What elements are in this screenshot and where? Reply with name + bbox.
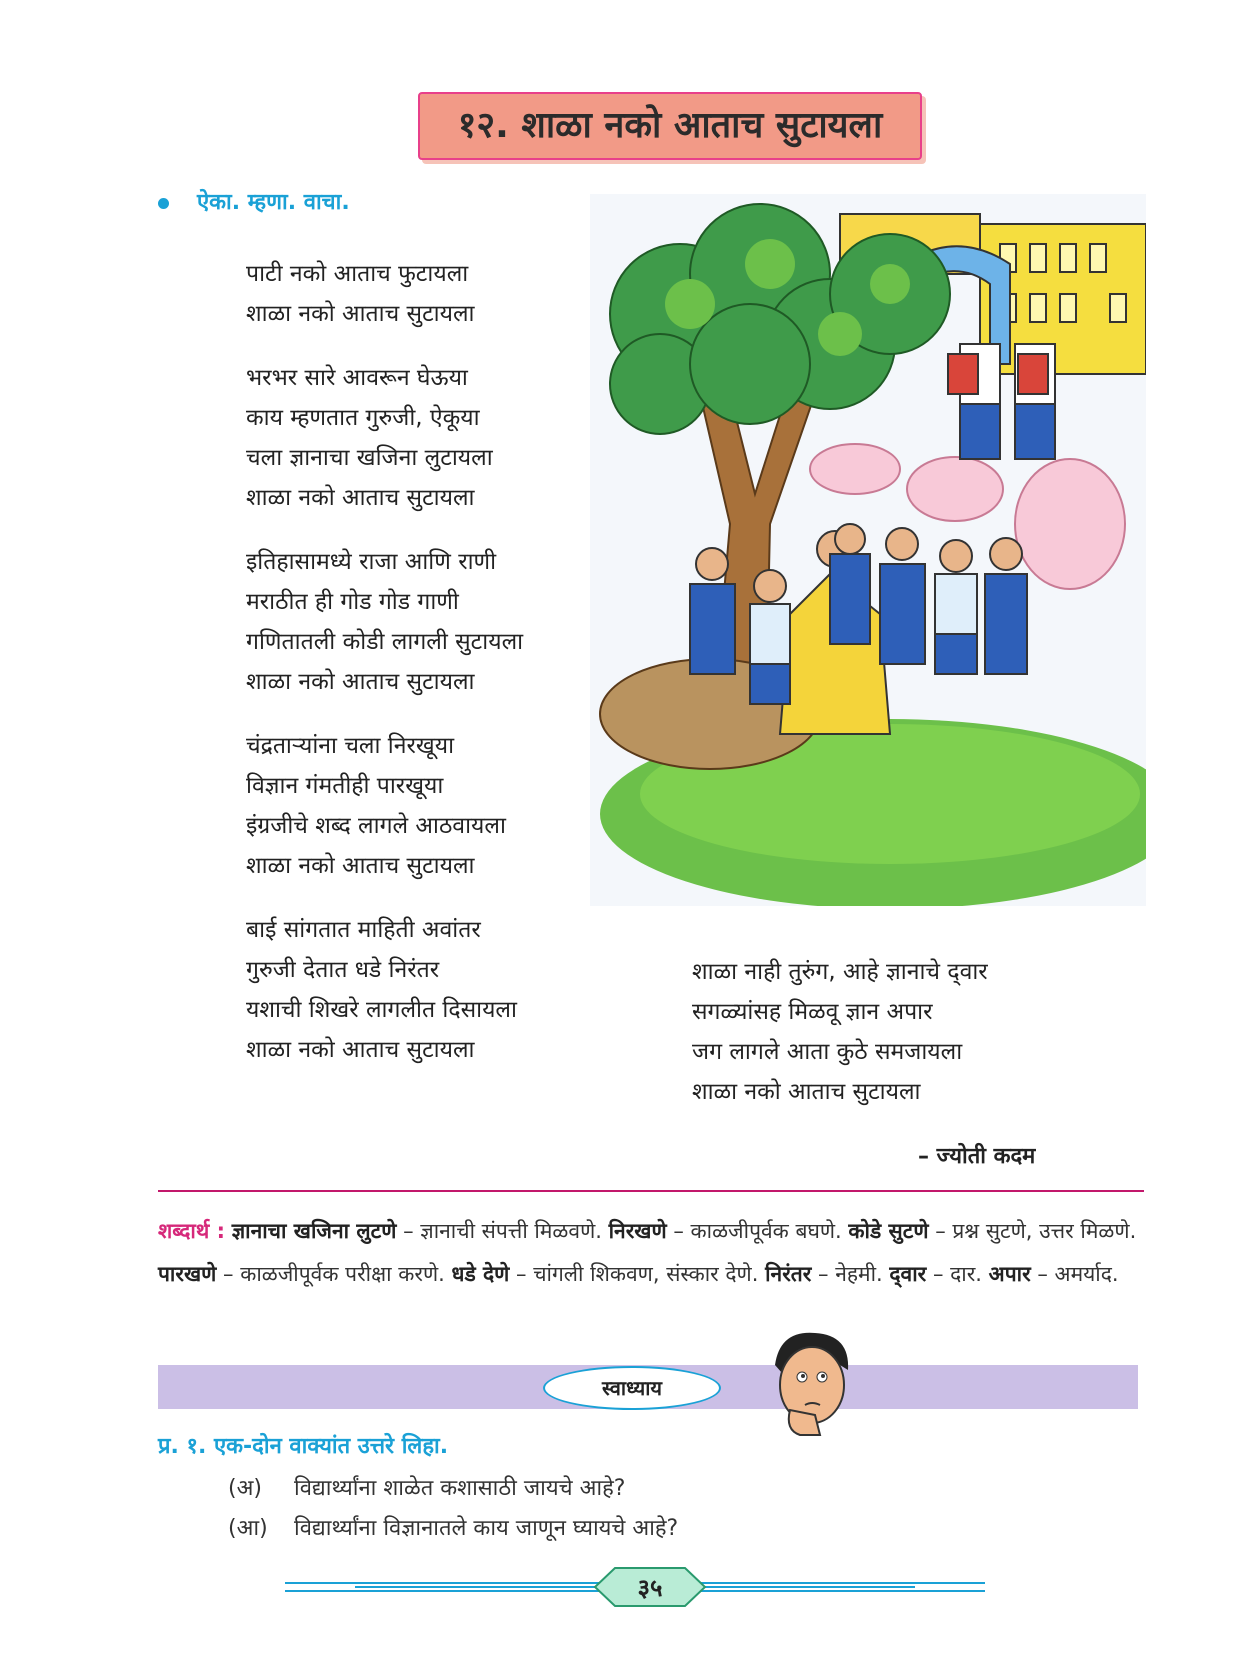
poem-line: शाळा नको आताच सुटायला — [246, 853, 475, 879]
question-text: विद्यार्थ्यांना विज्ञानातले काय जाणून घ्यायचे आहे? — [294, 1516, 679, 1541]
glossary-term: निरंतर — [765, 1262, 812, 1286]
glossary-term: ज्ञानाचा खजिना लुटणे — [231, 1219, 397, 1243]
glossary-term: अपार — [988, 1262, 1031, 1286]
school-tree-illustration — [590, 194, 1146, 906]
poem-line: शाळा नको आताच सुटायला — [246, 669, 475, 695]
poem-stanza-1 — [246, 254, 475, 334]
poem-stanza-4 — [246, 726, 506, 886]
bullet-icon — [158, 198, 169, 209]
lesson-title-box — [418, 92, 922, 160]
glossary-meaning: – अमर्याद. — [1037, 1262, 1119, 1286]
glossary-meaning: – काळजीपूर्वक बघणे. — [673, 1219, 842, 1243]
question-item — [228, 1512, 678, 1542]
poem-line: इंग्रजीचे शब्द लागले आठवायला — [246, 813, 506, 839]
poem-line: भरभर सारे आवरून घेऊया — [246, 365, 468, 391]
poem-line: मराठीत ही गोड गोड गाणी — [246, 589, 459, 615]
poem-line: चला ज्ञानाचा खजिना लुटायला — [246, 445, 493, 471]
poem-line: चंद्रताऱ्यांना चला निरखूया — [246, 733, 455, 759]
instruction-text: ऐका. म्हणा. वाचा. — [197, 190, 350, 215]
poem-line: विज्ञान गंमतीही पारखूया — [246, 773, 444, 799]
exercise-label: स्वाध्याय — [543, 1366, 721, 1410]
poem-line: पाटी नको आताच फुटायला — [246, 261, 469, 287]
glossary-meaning: – नेहमी. — [818, 1262, 883, 1286]
glossary-term: कोडे सुटणे — [848, 1219, 929, 1243]
poem-line: शाळा नको आताच सुटायला — [692, 1079, 921, 1105]
page-number: ३५ — [637, 1574, 663, 1602]
poem-line: शाळा नाही तुरुंग, आहे ज्ञानाचे द्‌वार — [692, 959, 988, 985]
poem-line: बाई सांगतात माहिती अवांतर — [246, 917, 481, 943]
question-label: (अ) — [228, 1476, 262, 1501]
poem-stanza-2 — [246, 358, 493, 518]
poem-line: यशाची शिखरे लागलीत दिसायला — [246, 997, 517, 1023]
glossary — [158, 1210, 1148, 1296]
poem-line: इतिहासामध्ये राजा आणि राणी — [246, 549, 497, 575]
poem-line: सगळ्यांसह मिळवू ज्ञान अपार — [692, 999, 933, 1025]
question-text: विद्यार्थ्यांना शाळेत कशासाठी जायचे आहे? — [294, 1476, 626, 1501]
glossary-term: निरखणे — [608, 1219, 667, 1243]
poem-line: जग लागले आता कुठे समजायला — [692, 1039, 963, 1065]
section-divider — [158, 1190, 1144, 1192]
poem-stanza-5 — [246, 910, 517, 1070]
poem-line: शाळा नको आताच सुटायला — [246, 301, 475, 327]
glossary-meaning: – ज्ञानाची संपत्ती मिळवणे. — [403, 1219, 602, 1243]
poet-name: – ज्योती कदम — [918, 1144, 1036, 1169]
poem-line: शाळा नको आताच सुटायला — [246, 485, 475, 511]
glossary-term: पारखणे — [158, 1262, 217, 1286]
question-heading: प्र. १. एक-दोन वाक्यांत उत्तरे लिहा. — [158, 1434, 449, 1459]
glossary-term: धडे देणे — [451, 1262, 510, 1286]
glossary-term: द्‌वार — [889, 1262, 927, 1286]
poem-line: गुरुजी देतात धडे निरंतर — [246, 957, 440, 983]
page-footer — [0, 1556, 1241, 1626]
question-label: (आ) — [228, 1516, 268, 1541]
glossary-meaning: – चांगली शिकवण, संस्कार देणे. — [516, 1262, 759, 1286]
question-item — [228, 1472, 625, 1502]
thinking-boy-icon — [760, 1325, 860, 1445]
lesson-title: १२. शाळा नको आताच सुटायला — [457, 105, 883, 146]
poem-line: शाळा नको आताच सुटायला — [246, 1037, 475, 1063]
glossary-heading: शब्दार्थ : — [158, 1219, 225, 1243]
glossary-meaning: – प्रश्न सुटणे, उत्तर मिळणे. — [935, 1219, 1137, 1243]
glossary-meaning: – दार. — [932, 1262, 982, 1286]
poem-line: गणितातली कोडी लागली सुटायला — [246, 629, 524, 655]
poem-stanza-3 — [246, 542, 523, 702]
poem-stanza-6 — [692, 952, 988, 1112]
poem-line: काय म्हणतात गुरुजी, ऐकूया — [246, 405, 480, 431]
instruction-line — [158, 186, 350, 216]
glossary-meaning: – काळजीपूर्वक परीक्षा करणे. — [223, 1262, 445, 1286]
